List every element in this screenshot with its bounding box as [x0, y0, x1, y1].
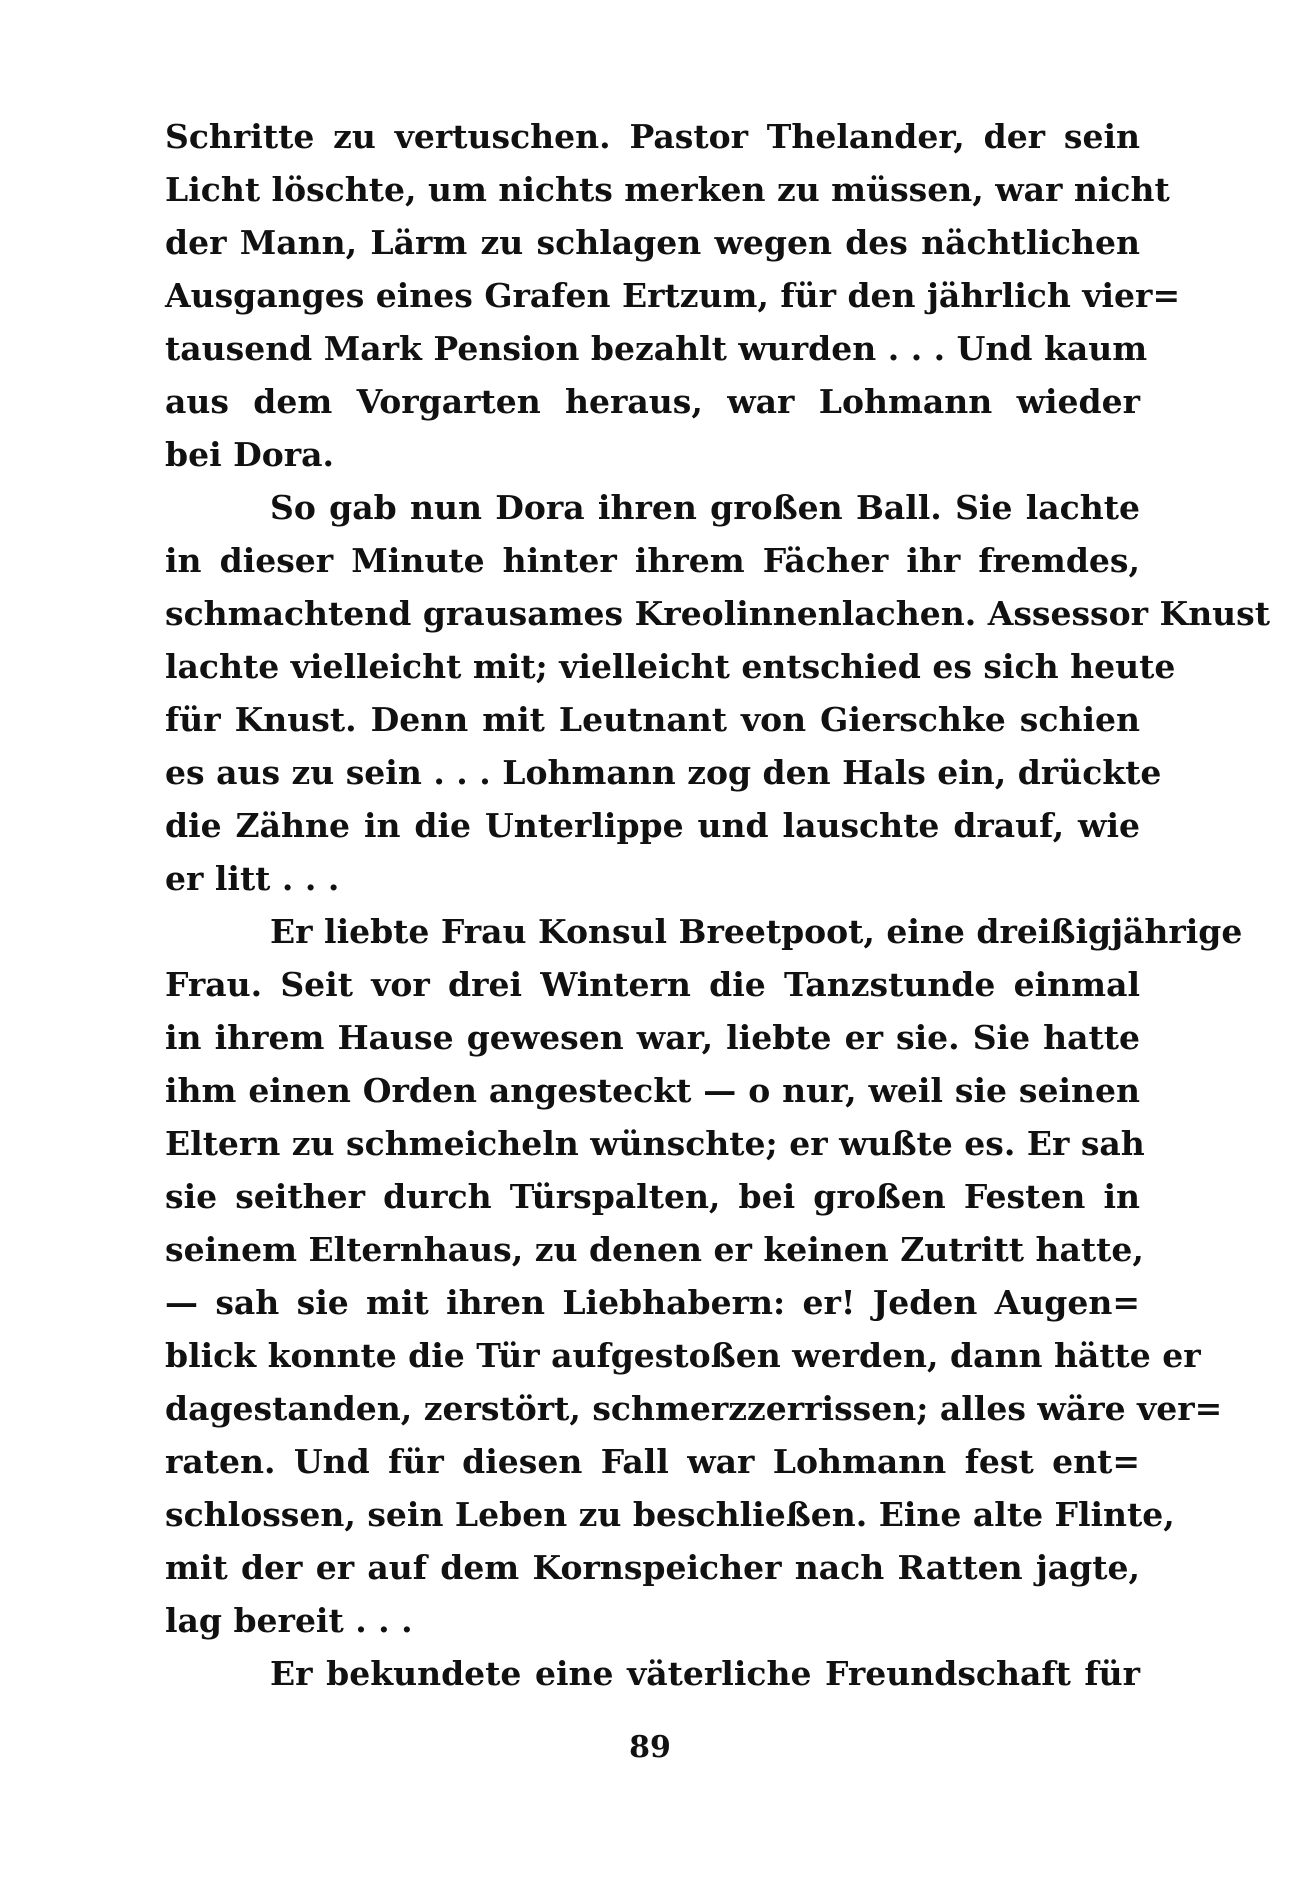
text-line: lag bereit . . . — [165, 1601, 413, 1640]
text-line: der Mann, Lärm zu schlagen wegen des nächtlichen — [165, 223, 1140, 262]
paragraph-3 — [165, 905, 1243, 1647]
text-line: Eltern zu schmeicheln wünschte; er wußte es. Er sah — [165, 1124, 1145, 1163]
body-text — [165, 110, 1271, 1700]
text-line: ihm einen Orden angesteckt — o nur, weil sie seinen — [165, 1071, 1140, 1110]
text-line: sie seither durch Türspalten, bei großen Festen in — [165, 1177, 1140, 1216]
text-line: aus dem Vorgarten heraus, war Lohmann wieder — [165, 382, 1140, 421]
text-line: raten. Und für diesen Fall war Lohmann fest ent= — [165, 1442, 1140, 1481]
text-line: lachte vielleicht mit; vielleicht entschied es sich heute — [165, 647, 1176, 686]
text-line: in dieser Minute hinter ihrem Fächer ihr fremdes, — [165, 541, 1140, 580]
text-line: schmachtend grausames Kreolinnenlachen. Assessor Knust — [165, 594, 1271, 633]
text-line: Frau. Seit vor drei Wintern die Tanzstunde einmal — [165, 965, 1140, 1004]
paragraph-1 — [165, 110, 1181, 481]
text-line: Licht löschte, um nichts merken zu müssen, war nicht — [165, 170, 1170, 209]
text-line: Ausganges eines Grafen Ertzum, für den jährlich vier= — [165, 276, 1181, 315]
text-line: Schritte zu vertuschen. Pastor Thelander, der sein — [165, 117, 1140, 156]
text-line: für Knust. Denn mit Leutnant von Gierschke schien — [165, 700, 1140, 739]
text-line: dagestanden, zerstört, schmerzzerrissen; alles wäre ver= — [165, 1389, 1223, 1428]
text-line: seinem Elternhaus, zu denen er keinen Zutritt hatte, — [165, 1230, 1144, 1269]
text-line: Er bekundete eine väterliche Freundschaft für — [270, 1654, 1140, 1693]
paragraph-2 — [165, 481, 1271, 905]
text-line: es aus zu sein . . . Lohmann zog den Hals ein, drückte — [165, 753, 1162, 792]
text-line: Er liebte Frau Konsul Breetpoot, eine dreißigjährige — [270, 912, 1243, 951]
text-line: die Zähne in die Unterlippe und lauschte drauf, wie — [165, 806, 1140, 845]
text-line: schlossen, sein Leben zu beschließen. Eine alte Flinte, — [165, 1495, 1175, 1534]
page-number: 89 — [629, 1730, 671, 1765]
text-line: tausend Mark Pension bezahlt wurden . . . Und kaum — [165, 329, 1148, 368]
text-line: er litt . . . — [165, 859, 340, 898]
paragraph-4 — [165, 1647, 1140, 1700]
text-line: mit der er auf dem Kornspeicher nach Ratten jagte, — [165, 1548, 1140, 1587]
text-line: bei Dora. — [165, 435, 334, 474]
text-line: in ihrem Hause gewesen war, liebte er sie. Sie hatte — [165, 1018, 1140, 1057]
text-line: — sah sie mit ihren Liebhabern: er! Jeden Augen= — [165, 1283, 1140, 1322]
text-line: blick konnte die Tür aufgestoßen werden, dann hätte er — [165, 1336, 1201, 1375]
text-line: So gab nun Dora ihren großen Ball. Sie lachte — [270, 488, 1140, 527]
